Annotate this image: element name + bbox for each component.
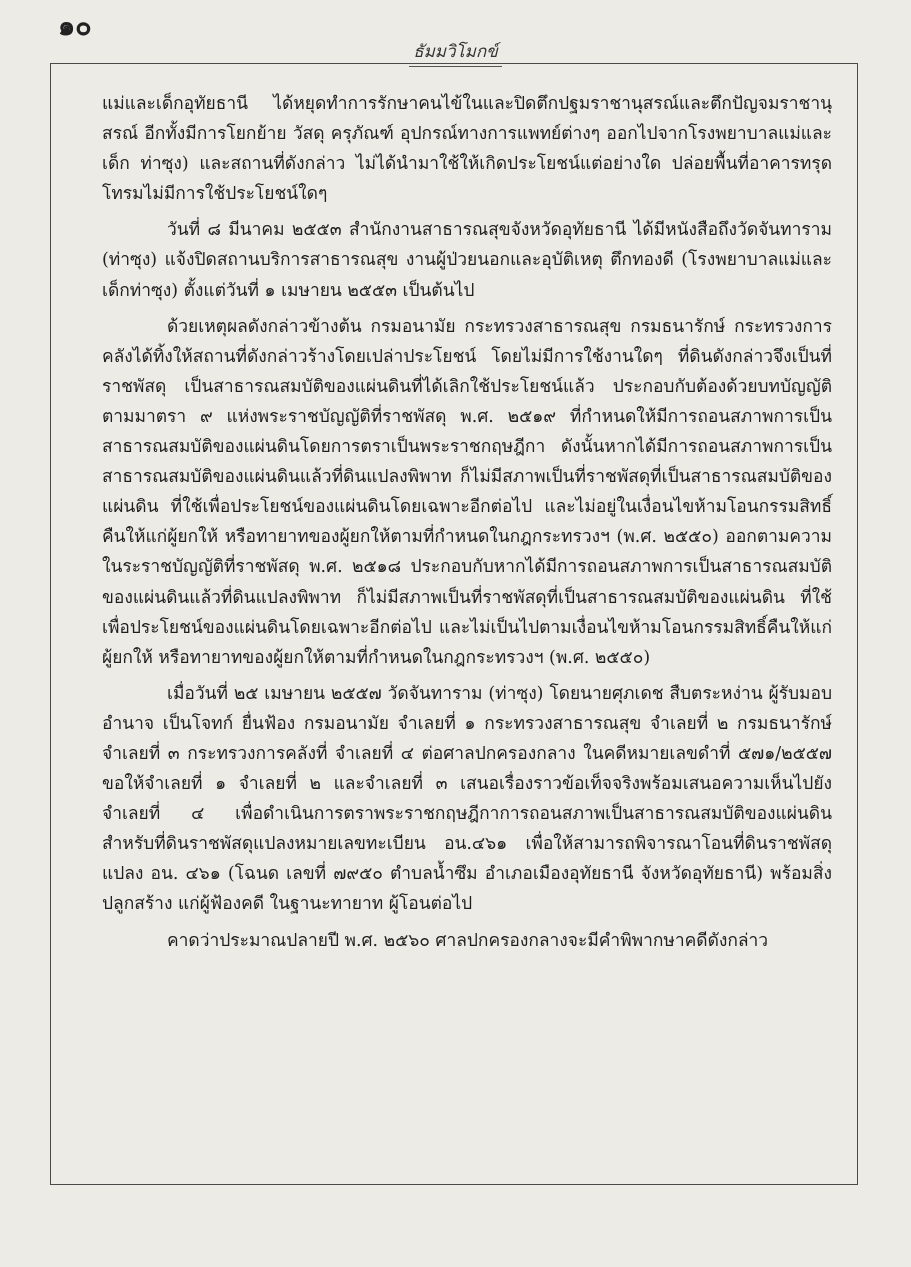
page-number: ๑๐ bbox=[58, 11, 92, 42]
paragraph-legal-reasoning: ด้วยเหตุผลดังกล่าวข้างต้น กรมอนามัย กระทรวงสาธารณสุข กรมธนารักษ์ กระทรวงการคลังได้ทิ้งให้สถานที่ดังกล่าวร้างโดยเปล่าประโยชน์ โดยไม่มีการใช้งานใดๆ ที่ดินดังกล่าวจึงเป็นที่ราชพัสดุ เป็นสาธารณสมบัติของแผ่นดินที่ได้เลิกใช้ประโยชน์แล้ว ประกอบกับต้องด้วยบทบัญญัติตามมาตรา ๙ แห่งพระราชบัญญัติที่ราชพัสดุ พ.ศ. ๒๕๑๙ ที่กำหนดให้มีการถอนสภาพการเป็นสาธารณสมบัติของแผ่นดินโดยการตราเป็นพระราชกฤษฎีกา ดังนั้นหากได้มีการถอนสภาพการเป็นสาธารณสมบัติของแผ่นดินแล้วที่ดินแปลงพิพาท ก็ไม่มีสภาพเป็นที่ราชพัสดุที่เป็นสาธารณสมบัติของแผ่นดิน ที่ใช้เพื่อประโยชน์ของแผ่นดินโดยเฉพาะอีกต่อไป และไม่อยู่ในเงื่อนไขห้ามโอนกรรมสิทธิ์คืนให้แก่ผู้ยกให้ หรือทายาทของผู้ยกให้ตามที่กำหนดในกฎกระทรวงฯ (พ.ศ. ๒๕๕๐) ออกตามความในระราชบัญญัติที่ราชพัสดุ พ.ศ. ๒๕๑๘ ประกอบกับหากได้มีการถอนสภาพการเป็นสาธารณสมบัติของแผ่นดินแล้วที่ดินแปลงพิพาท ก็ไม่มีสภาพเป็นที่ราชพัสดุที่เป็นสาธารณสมบัติของแผ่นดิน ที่ใช้เพื่อประโยชน์ของแผ่นดินโดยเฉพาะอีกต่อไป และไม่เป็นไปตามเงื่อนไขห้ามโอนกรรมสิทธิ์คืนให้แก่ผู้ยกให้ หรือทายาทของผู้ยกให้ตามที่กำหนดในกฎกระทรวงฯ (พ.ศ. ๒๕๕๐) bbox=[102, 316, 832, 668]
paragraph-expected-judgment: คาดว่าประมาณปลายปี พ.ศ. ๒๕๖๐ ศาลปกครองกลางจะมีคำพิพากษาคดีดังกล่าว bbox=[167, 930, 769, 951]
paragraph-closure-notice: วันที่ ๘ มีนาคม ๒๕๕๓ สำนักงานสาธารณสุขจังหวัดอุทัยธานี ได้มีหนังสือถึงวัดจันทาราม (ท่าซุง) แจ้งปิดสถานบริการสาธารณสุข งานผู้ป่วยนอกและอุบัติเหตุ ตึกทองดี (โรงพยาบาลแม่และเด็กท่าซุง) ตั้งแต่วันที่ ๑ เมษายน ๒๕๕๓ เป็นต้นไป bbox=[102, 220, 832, 301]
paragraph-lawsuit: เมื่อวันที่ ๒๕ เมษายน ๒๕๕๗ วัดจันทาราม (ท่าซุง) โดยนายศุภเดช สืบตระหง่าน ผู้รับมอบอำนาจ เป็นโจทก์ ยื่นฟ้อง กรมอนามัย จำเลยที่ ๑ กระทรวงสาธารณสุข จำเลยที่ ๒ กรมธนารักษ์จำเลยที่ ๓ กระทรวงการคลังที่ จำเลยที่ ๔ ต่อศาลปกครองกลาง ในคดีหมายเลขดำที่ ๕๗๑/๒๕๕๗ ขอให้จำเลยที่ ๑ จำเลยที่ ๒ และจำเลยที่ ๓ เสนอเรื่องราวข้อเท็จจริงพร้อมเสนอความเห็นไปยังจำเลยที่ ๔ เพื่อดำเนินการตราพระราชกฤษฎีกาการถอนสภาพเป็นสาธารณสมบัติของแผ่นดิน สำหรับที่ดินราชพัสดุแปลงหมายเลขทะเบียน อน.๔๖๑ เพื่อให้สามารถพิจารณาโอนที่ดินราชพัสดุแปลง อน. ๔๖๑ (โฉนด เลขที่ ๗๙๕๐ ตำบลน้ำซึม อำเภอเมืองอุทัยธานี จังหวัดอุทัยธานี) พร้อมสิ่งปลูกสร้าง แก่ผู้ฟ้องคดี ในฐานะทายาท ผู้โอนต่อไป bbox=[102, 683, 832, 915]
paragraph-continuation: แม่และเด็กอุทัยธานี ได้หยุดทำการรักษาคนไข้ในและปิดตึกปฐมราชานุสรณ์และตึกปัญจมราชานุสรณ์ อีกทั้งมีการโยกย้าย วัสดุ ครุภัณฑ์ อุปกรณ์ทางการแพทย์ต่างๆ ออกไปจากโรงพยาบาลแม่และเด็ก ท่าซุง) และสถานที่ดังกล่าว ไม่ได้นำมาใช้ให้เกิดประโยชน์แต่อย่างใด ปล่อยพื้นที่อาคารทรุดโทรมไม่มีการใช้ประโยชน์ใดๆ bbox=[102, 94, 832, 205]
body-text bbox=[102, 89, 832, 956]
running-title: ธัมมวิโมกข์ bbox=[409, 38, 502, 67]
